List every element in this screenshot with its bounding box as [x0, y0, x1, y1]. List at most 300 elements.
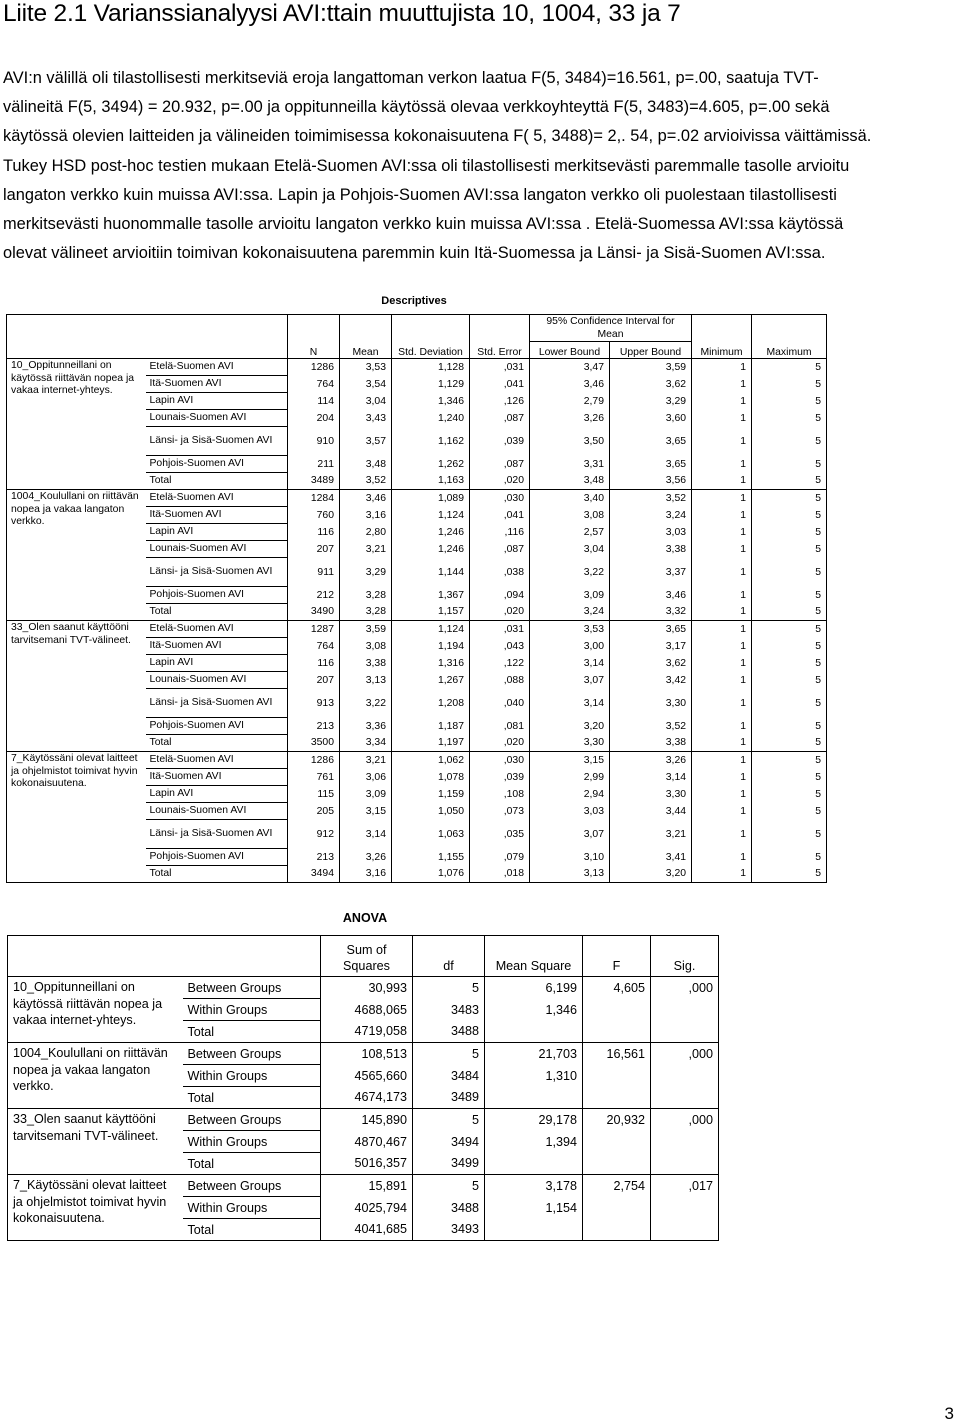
paragraph-line: käytössä olevien laitteiden ja välineiden toimimisessa kokonaisuutena F( 5, 3488)= 2,. 54, p=.02 arvioivissa väittämissä.: [3, 127, 872, 146]
desc-cell-maximum: 5: [752, 393, 827, 410]
desc-cell-minimum: 1: [692, 541, 752, 558]
desc-cell-mean: 3,09: [340, 786, 392, 803]
desc-cell-upper-bound: 3,65: [610, 621, 692, 638]
desc-cell-maximum: 5: [752, 507, 827, 524]
anova-cell-group: Within Groups: [183, 1131, 321, 1153]
desc-cell-mean: 2,80: [340, 524, 392, 541]
anova-cell-f: 2,754: [583, 1175, 651, 1197]
desc-variable-label: 10_Oppitunneillani on käytössä riittävän nopea ja vakaa internet-yhteys.: [7, 359, 146, 490]
desc-cell-group: Etelä-Suomen AVI: [146, 359, 288, 376]
desc-cell-std-error: ,043: [470, 638, 530, 655]
desc-cell-std-deviation: 1,246: [392, 524, 470, 541]
anova-cell-sum-of-squares: 4025,794: [321, 1197, 413, 1219]
desc-cell-group: Lapin AVI: [146, 786, 288, 803]
desc-cell-maximum: 5: [752, 473, 827, 490]
anova-cell-group: Total: [183, 1153, 321, 1175]
desc-cell-lower-bound: 2,94: [530, 786, 610, 803]
anova-cell-sig: [651, 1153, 719, 1175]
desc-cell-std-error: ,031: [470, 359, 530, 376]
desc-cell-std-error: ,116: [470, 524, 530, 541]
desc-cell-std-error: ,081: [470, 718, 530, 735]
desc-cell-group: Itä-Suomen AVI: [146, 638, 288, 655]
desc-cell-mean: 3,14: [340, 820, 392, 849]
desc-cell-std-error: ,073: [470, 803, 530, 820]
anova-cell-df: 5: [413, 1043, 485, 1065]
anova-header-blank-group: [183, 936, 321, 977]
paragraph-line: langaton verkko kuin muissa AVI:ssa. Lapin ja Pohjois-Suomen AVI:ssa langaton verkko oli puolestaan tilastollisesti: [3, 185, 837, 204]
desc-cell-std-error: ,035: [470, 820, 530, 849]
desc-cell-group: Etelä-Suomen AVI: [146, 490, 288, 507]
desc-cell-std-deviation: 1,159: [392, 786, 470, 803]
desc-header-upper-bound: Upper Bound: [610, 342, 692, 359]
desc-cell-maximum: 5: [752, 490, 827, 507]
desc-cell-group: Länsi- ja Sisä-Suomen AVI: [146, 820, 288, 849]
desc-cell-mean: 3,54: [340, 376, 392, 393]
anova-cell-mean-square: [485, 1087, 583, 1109]
desc-cell-upper-bound: 3,26: [610, 752, 692, 769]
anova-cell-sig: ,000: [651, 1043, 719, 1065]
anova-cell-df: 3483: [413, 999, 485, 1021]
desc-cell-lower-bound: 3,13: [530, 866, 610, 883]
anova-cell-df: 3499: [413, 1153, 485, 1175]
desc-cell-group: Pohjois-Suomen AVI: [146, 587, 288, 604]
desc-cell-std-deviation: 1,262: [392, 456, 470, 473]
desc-cell-minimum: 1: [692, 672, 752, 689]
desc-cell-maximum: 5: [752, 359, 827, 376]
anova-cell-group: Total: [183, 1087, 321, 1109]
anova-cell-sum-of-squares: 4870,467: [321, 1131, 413, 1153]
desc-cell-group: Lounais-Suomen AVI: [146, 672, 288, 689]
desc-cell-upper-bound: 3,29: [610, 393, 692, 410]
desc-cell-n: 1286: [288, 752, 340, 769]
desc-cell-std-deviation: 1,076: [392, 866, 470, 883]
anova-cell-sig: [651, 1087, 719, 1109]
body-paragraph: [3, 64, 948, 268]
desc-cell-n: 910: [288, 427, 340, 456]
anova-cell-sum-of-squares: 4688,065: [321, 999, 413, 1021]
anova-header-blank: [8, 936, 183, 977]
anova-cell-mean-square: 1,310: [485, 1065, 583, 1087]
desc-cell-lower-bound: 2,79: [530, 393, 610, 410]
desc-cell-mean: 3,21: [340, 541, 392, 558]
anova-cell-mean-square: 1,154: [485, 1197, 583, 1219]
desc-cell-mean: 3,46: [340, 490, 392, 507]
anova-cell-sum-of-squares: 145,890: [321, 1109, 413, 1131]
desc-cell-upper-bound: 3,62: [610, 376, 692, 393]
desc-cell-maximum: 5: [752, 803, 827, 820]
desc-cell-std-deviation: 1,157: [392, 604, 470, 621]
anova-cell-group: Between Groups: [183, 977, 321, 999]
desc-cell-upper-bound: 3,46: [610, 587, 692, 604]
desc-header-lower-bound: Lower Bound: [530, 342, 610, 359]
anova-cell-mean-square: 1,346: [485, 999, 583, 1021]
desc-cell-group: Etelä-Suomen AVI: [146, 621, 288, 638]
desc-cell-group: Etelä-Suomen AVI: [146, 752, 288, 769]
desc-cell-std-error: ,020: [470, 604, 530, 621]
desc-header-blank-group: [146, 315, 288, 359]
anova-cell-mean-square: [485, 1219, 583, 1241]
desc-cell-mean: 3,13: [340, 672, 392, 689]
desc-cell-maximum: 5: [752, 672, 827, 689]
desc-cell-minimum: 1: [692, 752, 752, 769]
desc-cell-upper-bound: 3,52: [610, 490, 692, 507]
desc-cell-maximum: 5: [752, 786, 827, 803]
desc-cell-n: 3500: [288, 735, 340, 752]
anova-cell-f: [583, 1219, 651, 1241]
desc-header-std-deviation: Std. Deviation: [392, 315, 470, 359]
desc-cell-n: 1287: [288, 621, 340, 638]
desc-cell-mean: 3,36: [340, 718, 392, 735]
page-heading: Liite 2.1 Varianssianalyysi AVI:ttain muuttujista 10, 1004, 33 ja 7: [3, 0, 681, 27]
desc-cell-maximum: 5: [752, 558, 827, 587]
desc-cell-group: Pohjois-Suomen AVI: [146, 849, 288, 866]
desc-cell-std-error: ,020: [470, 735, 530, 752]
anova-cell-sum-of-squares: 4565,660: [321, 1065, 413, 1087]
desc-cell-mean: 3,38: [340, 655, 392, 672]
desc-cell-std-deviation: 1,124: [392, 621, 470, 638]
desc-cell-lower-bound: 3,50: [530, 427, 610, 456]
desc-cell-group: Itä-Suomen AVI: [146, 376, 288, 393]
desc-header-maximum: Maximum: [752, 315, 827, 359]
desc-cell-minimum: 1: [692, 587, 752, 604]
desc-cell-minimum: 1: [692, 410, 752, 427]
anova-cell-f: 16,561: [583, 1043, 651, 1065]
desc-cell-minimum: 1: [692, 621, 752, 638]
desc-cell-std-error: ,039: [470, 427, 530, 456]
anova-cell-mean-square: [485, 1021, 583, 1043]
desc-table-row: [7, 359, 827, 376]
desc-cell-lower-bound: 3,15: [530, 752, 610, 769]
desc-cell-minimum: 1: [692, 376, 752, 393]
desc-cell-lower-bound: 3,08: [530, 507, 610, 524]
desc-cell-group: Total: [146, 473, 288, 490]
desc-cell-lower-bound: 3,04: [530, 541, 610, 558]
paragraph-line: olevat välineet arvioitiin toimivan kokonaisuutena paremmin kuin Itä-Suomessa ja Länsi- ja Sisä-Suomen AVI:ssa.: [3, 244, 826, 263]
desc-cell-upper-bound: 3,17: [610, 638, 692, 655]
paragraph-line: merkitsevästi huonommalle tasolle arvioitu langaton verkko kuin muissa AVI:ssa . Etelä-Suomessa AVI:ssa käytössä: [3, 215, 844, 234]
paragraph-line: välineitä F(5, 3494) = 20.932, p=.00 ja oppitunneilla käytössä olevaa verkkoyhteyttä F(5, 3483)=4.605, p=.00 sekä: [3, 98, 830, 117]
anova-cell-df: 3488: [413, 1021, 485, 1043]
desc-cell-std-error: ,087: [470, 456, 530, 473]
desc-cell-std-error: ,040: [470, 689, 530, 718]
desc-cell-mean: 3,26: [340, 849, 392, 866]
desc-cell-n: 3490: [288, 604, 340, 621]
anova-variable-label: 7_Käytössäni olevat laitteet ja ohjelmistot toimivat hyvin kokonaisuutena.: [8, 1175, 183, 1241]
desc-cell-upper-bound: 3,62: [610, 655, 692, 672]
desc-header-mean: Mean: [340, 315, 392, 359]
desc-cell-n: 764: [288, 638, 340, 655]
desc-cell-n: 205: [288, 803, 340, 820]
anova-header-sum-of-squares: Sum of Squares: [321, 936, 413, 977]
desc-header-blank: [7, 315, 146, 359]
anova-header-f: F: [583, 936, 651, 977]
desc-cell-std-deviation: 1,128: [392, 359, 470, 376]
desc-table-row: [7, 752, 827, 769]
desc-cell-n: 761: [288, 769, 340, 786]
desc-cell-minimum: 1: [692, 427, 752, 456]
desc-cell-std-deviation: 1,267: [392, 672, 470, 689]
anova-cell-df: 5: [413, 977, 485, 999]
desc-cell-mean: 3,08: [340, 638, 392, 655]
descriptives-table: [6, 314, 827, 883]
desc-cell-mean: 3,28: [340, 604, 392, 621]
desc-cell-upper-bound: 3,20: [610, 866, 692, 883]
desc-cell-lower-bound: 3,48: [530, 473, 610, 490]
anova-cell-group: Between Groups: [183, 1109, 321, 1131]
anova-cell-group: Between Groups: [183, 1043, 321, 1065]
desc-variable-label: 7_Käytössäni olevat laitteet ja ohjelmistot toimivat hyvin kokonaisuutena.: [7, 752, 146, 883]
desc-cell-lower-bound: 3,09: [530, 587, 610, 604]
desc-cell-mean: 3,48: [340, 456, 392, 473]
desc-header-ci: 95% Confidence Interval for Mean: [530, 315, 692, 342]
desc-cell-upper-bound: 3,41: [610, 849, 692, 866]
desc-cell-std-deviation: 1,078: [392, 769, 470, 786]
anova-cell-f: [583, 1087, 651, 1109]
desc-cell-maximum: 5: [752, 524, 827, 541]
desc-cell-mean: 3,52: [340, 473, 392, 490]
desc-cell-std-deviation: 1,208: [392, 689, 470, 718]
desc-header-minimum: Minimum: [692, 315, 752, 359]
anova-cell-f: 4,605: [583, 977, 651, 999]
anova-cell-sig: [651, 1021, 719, 1043]
anova-cell-f: [583, 1065, 651, 1087]
anova-cell-df: 3484: [413, 1065, 485, 1087]
desc-cell-n: 3489: [288, 473, 340, 490]
desc-cell-n: 115: [288, 786, 340, 803]
anova-cell-df: 5: [413, 1175, 485, 1197]
anova-cell-f: 20,932: [583, 1109, 651, 1131]
anova-cell-mean-square: 21,703: [485, 1043, 583, 1065]
desc-cell-minimum: 1: [692, 849, 752, 866]
desc-cell-group: Lapin AVI: [146, 655, 288, 672]
desc-cell-std-deviation: 1,163: [392, 473, 470, 490]
desc-cell-maximum: 5: [752, 376, 827, 393]
desc-cell-std-deviation: 1,346: [392, 393, 470, 410]
desc-cell-std-error: ,031: [470, 621, 530, 638]
desc-cell-std-error: ,087: [470, 541, 530, 558]
desc-cell-upper-bound: 3,30: [610, 786, 692, 803]
desc-cell-n: 3494: [288, 866, 340, 883]
desc-cell-group: Pohjois-Suomen AVI: [146, 456, 288, 473]
desc-cell-minimum: 1: [692, 359, 752, 376]
desc-cell-minimum: 1: [692, 689, 752, 718]
desc-cell-lower-bound: 3,03: [530, 803, 610, 820]
anova-cell-group: Within Groups: [183, 999, 321, 1021]
desc-cell-std-deviation: 1,197: [392, 735, 470, 752]
desc-cell-group: Lounais-Suomen AVI: [146, 803, 288, 820]
desc-cell-n: 1286: [288, 359, 340, 376]
desc-cell-std-deviation: 1,187: [392, 718, 470, 735]
desc-cell-lower-bound: 3,14: [530, 655, 610, 672]
desc-cell-mean: 3,59: [340, 621, 392, 638]
desc-cell-minimum: 1: [692, 507, 752, 524]
desc-header-n: N: [288, 315, 340, 359]
desc-cell-group: Itä-Suomen AVI: [146, 769, 288, 786]
desc-cell-std-deviation: 1,162: [392, 427, 470, 456]
desc-cell-lower-bound: 3,20: [530, 718, 610, 735]
desc-cell-std-deviation: 1,367: [392, 587, 470, 604]
desc-cell-group: Total: [146, 735, 288, 752]
desc-cell-upper-bound: 3,32: [610, 604, 692, 621]
desc-cell-maximum: 5: [752, 689, 827, 718]
desc-cell-upper-bound: 3,42: [610, 672, 692, 689]
desc-cell-n: 213: [288, 849, 340, 866]
desc-cell-minimum: 1: [692, 735, 752, 752]
anova-variable-label: 33_Olen saanut käyttööni tarvitsemani TVT-välineet.: [8, 1109, 183, 1175]
desc-table-row: [7, 490, 827, 507]
desc-cell-lower-bound: 3,07: [530, 820, 610, 849]
desc-cell-std-deviation: 1,050: [392, 803, 470, 820]
desc-cell-upper-bound: 3,60: [610, 410, 692, 427]
desc-cell-lower-bound: 3,26: [530, 410, 610, 427]
desc-cell-upper-bound: 3,65: [610, 456, 692, 473]
anova-variable-label: 1004_Koulullani on riittävän nopea ja vakaa langaton verkko.: [8, 1043, 183, 1109]
anova-cell-sig: [651, 1219, 719, 1241]
anova-cell-sig: [651, 999, 719, 1021]
desc-cell-group: Pohjois-Suomen AVI: [146, 718, 288, 735]
desc-cell-minimum: 1: [692, 393, 752, 410]
desc-cell-std-deviation: 1,194: [392, 638, 470, 655]
desc-cell-mean: 3,57: [340, 427, 392, 456]
desc-cell-std-error: ,030: [470, 490, 530, 507]
desc-cell-std-error: ,122: [470, 655, 530, 672]
desc-cell-n: 212: [288, 587, 340, 604]
desc-cell-mean: 3,16: [340, 866, 392, 883]
desc-cell-std-deviation: 1,316: [392, 655, 470, 672]
desc-cell-std-error: ,041: [470, 507, 530, 524]
paragraph-line: Tukey HSD post-hoc testien mukaan Etelä-Suomen AVI:ssa oli tilastollisesti merkitsevästi paremmalle tasolle arvioitu: [3, 156, 850, 175]
desc-cell-lower-bound: 3,10: [530, 849, 610, 866]
desc-cell-upper-bound: 3,03: [610, 524, 692, 541]
desc-cell-maximum: 5: [752, 541, 827, 558]
desc-cell-upper-bound: 3,38: [610, 735, 692, 752]
desc-cell-mean: 3,04: [340, 393, 392, 410]
desc-cell-std-error: ,038: [470, 558, 530, 587]
desc-cell-minimum: 1: [692, 524, 752, 541]
desc-cell-minimum: 1: [692, 786, 752, 803]
anova-cell-group: Within Groups: [183, 1065, 321, 1087]
page-number: 3: [944, 1404, 954, 1423]
anova-table-row: [8, 1175, 719, 1197]
anova-cell-f: [583, 1197, 651, 1219]
desc-cell-n: 760: [288, 507, 340, 524]
paragraph-line: AVI:n välillä oli tilastollisesti merkitseviä eroja langattoman verkon laatua F(5, 3484)=16.561, p=.00, saatuja TVT-: [3, 69, 819, 87]
desc-cell-upper-bound: 3,24: [610, 507, 692, 524]
anova-cell-f: [583, 999, 651, 1021]
desc-cell-mean: 3,43: [340, 410, 392, 427]
desc-cell-lower-bound: 2,99: [530, 769, 610, 786]
desc-cell-minimum: 1: [692, 638, 752, 655]
desc-cell-lower-bound: 3,24: [530, 604, 610, 621]
desc-cell-lower-bound: 3,40: [530, 490, 610, 507]
desc-cell-lower-bound: 3,14: [530, 689, 610, 718]
anova-cell-df: 3488: [413, 1197, 485, 1219]
anova-cell-mean-square: 6,199: [485, 977, 583, 999]
anova-header-mean-square: Mean Square: [485, 936, 583, 977]
desc-cell-std-deviation: 1,089: [392, 490, 470, 507]
desc-cell-maximum: 5: [752, 849, 827, 866]
desc-cell-upper-bound: 3,65: [610, 427, 692, 456]
desc-cell-group: Itä-Suomen AVI: [146, 507, 288, 524]
desc-cell-std-deviation: 1,124: [392, 507, 470, 524]
desc-cell-n: 116: [288, 655, 340, 672]
descriptives-title: Descriptives: [381, 295, 447, 307]
desc-cell-maximum: 5: [752, 655, 827, 672]
desc-cell-std-deviation: 1,129: [392, 376, 470, 393]
desc-cell-std-error: ,030: [470, 752, 530, 769]
desc-cell-std-error: ,094: [470, 587, 530, 604]
desc-cell-group: Länsi- ja Sisä-Suomen AVI: [146, 427, 288, 456]
desc-cell-std-error: ,088: [470, 672, 530, 689]
desc-cell-n: 204: [288, 410, 340, 427]
desc-variable-label: 33_Olen saanut käyttööni tarvitsemani TVT-välineet.: [7, 621, 146, 752]
desc-cell-maximum: 5: [752, 604, 827, 621]
desc-header-std-error: Std. Error: [470, 315, 530, 359]
desc-cell-minimum: 1: [692, 456, 752, 473]
anova-cell-f: [583, 1131, 651, 1153]
desc-cell-std-error: ,108: [470, 786, 530, 803]
anova-header-sig: Sig.: [651, 936, 719, 977]
desc-cell-maximum: 5: [752, 587, 827, 604]
anova-title: ANOVA: [342, 911, 388, 925]
anova-cell-sig: [651, 1131, 719, 1153]
desc-cell-maximum: 5: [752, 427, 827, 456]
desc-cell-n: 116: [288, 524, 340, 541]
desc-cell-upper-bound: 3,30: [610, 689, 692, 718]
anova-cell-mean-square: 3,178: [485, 1175, 583, 1197]
desc-cell-n: 911: [288, 558, 340, 587]
desc-cell-mean: 3,22: [340, 689, 392, 718]
anova-cell-sum-of-squares: 5016,357: [321, 1153, 413, 1175]
desc-cell-minimum: 1: [692, 473, 752, 490]
desc-cell-upper-bound: 3,59: [610, 359, 692, 376]
desc-cell-upper-bound: 3,44: [610, 803, 692, 820]
anova-header-df: df: [413, 936, 485, 977]
desc-cell-maximum: 5: [752, 752, 827, 769]
desc-cell-std-deviation: 1,062: [392, 752, 470, 769]
desc-cell-lower-bound: 2,57: [530, 524, 610, 541]
desc-cell-maximum: 5: [752, 820, 827, 849]
desc-cell-mean: 3,06: [340, 769, 392, 786]
desc-cell-group: Lounais-Suomen AVI: [146, 410, 288, 427]
desc-cell-group: Lapin AVI: [146, 393, 288, 410]
desc-cell-mean: 3,29: [340, 558, 392, 587]
desc-cell-upper-bound: 3,37: [610, 558, 692, 587]
desc-cell-n: 211: [288, 456, 340, 473]
desc-cell-n: 764: [288, 376, 340, 393]
desc-cell-std-error: ,018: [470, 866, 530, 883]
desc-cell-upper-bound: 3,38: [610, 541, 692, 558]
anova-cell-f: [583, 1021, 651, 1043]
desc-cell-lower-bound: 3,30: [530, 735, 610, 752]
anova-cell-sig: [651, 1197, 719, 1219]
anova-cell-sig: ,000: [651, 977, 719, 999]
anova-cell-sum-of-squares: 30,993: [321, 977, 413, 999]
anova-cell-df: 3494: [413, 1131, 485, 1153]
anova-table-row: [8, 1109, 719, 1131]
desc-cell-upper-bound: 3,52: [610, 718, 692, 735]
desc-cell-lower-bound: 3,47: [530, 359, 610, 376]
desc-cell-std-deviation: 1,063: [392, 820, 470, 849]
desc-cell-std-error: ,079: [470, 849, 530, 866]
desc-cell-minimum: 1: [692, 866, 752, 883]
desc-cell-lower-bound: 3,07: [530, 672, 610, 689]
desc-cell-group: Total: [146, 866, 288, 883]
anova-cell-sum-of-squares: 4719,058: [321, 1021, 413, 1043]
desc-cell-std-deviation: 1,155: [392, 849, 470, 866]
desc-cell-mean: 3,53: [340, 359, 392, 376]
desc-cell-minimum: 1: [692, 718, 752, 735]
